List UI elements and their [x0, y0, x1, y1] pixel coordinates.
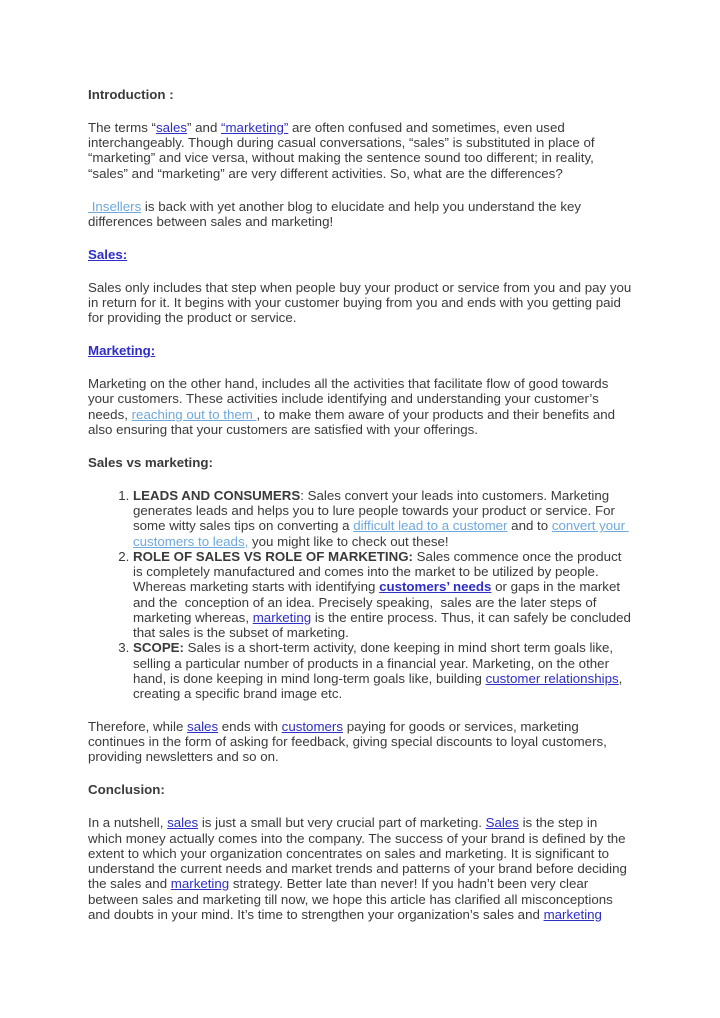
text-run: is back with yet another blog to elucidate and help you understand the key differences between sales and marketing!	[88, 198, 585, 229]
text-run: Marketing on the other hand, includes all the activities that facilitate flow of good towards your customers. These activities include identifying and understanding your customer’s needs,	[88, 376, 613, 422]
link-marketing[interactable]: marketing	[170, 876, 230, 892]
marketing-paragraph	[88, 376, 632, 437]
text-run: ends with	[218, 718, 282, 734]
sales-vs-marketing-heading	[88, 455, 632, 470]
sales-heading	[88, 247, 632, 262]
introduction-heading	[88, 87, 632, 102]
sales-paragraph	[88, 279, 635, 326]
text-run: , creating a specific brand image etc.	[133, 670, 627, 701]
link-marketing[interactable]: “marketing”	[221, 119, 289, 135]
text-run: are often confused and sometimes, even used interchangeably. Though during casual conversations, “sales” is substituted in place of “marketing” and vice versa, without making the sentence sound too different; in reality, “sales” and “marketing” are very different activities. So, what are the differences?	[88, 119, 599, 181]
link-sales[interactable]: sales	[155, 119, 188, 135]
therefore-paragraph	[88, 719, 632, 765]
link-difficult-lead-to-a-customer[interactable]: difficult lead to a customer	[353, 518, 508, 534]
conclusion-paragraph	[88, 815, 632, 922]
text-run: Introduction :	[88, 87, 174, 102]
link-convert-your-customers-to-leads[interactable]: convert your customers to leads,	[133, 518, 629, 549]
link-sales[interactable]: Sales	[485, 815, 519, 831]
text-run: is just a small but very crucial part of marketing.	[198, 815, 486, 831]
intro-paragraph	[88, 120, 632, 181]
conclusion-heading	[88, 782, 632, 797]
text-run: Sales only includes that step when people buy your product or service from you and pay you in return for it. It begins with your customer buying from you and ends with you getting paid for providing the product or service.	[88, 279, 635, 326]
link-sales[interactable]: sales	[167, 815, 199, 831]
sales-vs-marketing-list-item-2	[133, 548, 635, 641]
sales-vs-marketing-list-item-3	[133, 640, 632, 701]
link-sales[interactable]: Sales:	[88, 246, 128, 262]
link-customers[interactable]: customers	[281, 718, 344, 734]
link-sales[interactable]: sales	[187, 718, 219, 734]
text-run: LEADS AND CONSUMERS	[133, 487, 301, 503]
link-customers-needs[interactable]: customers’ needs	[379, 579, 492, 595]
text-run: In a nutshell,	[88, 815, 168, 831]
text-run: you might like to check out these!	[248, 533, 449, 549]
text-run: ” and	[187, 119, 222, 135]
text-run: Therefore, while	[88, 718, 188, 734]
text-run: and to	[507, 518, 552, 534]
text-run: , to make them aware of your products and their benefits and also ensuring that your customers are satisfied with your offerings.	[88, 406, 619, 437]
link-reaching-out-to-them[interactable]: reaching out to them	[131, 406, 257, 422]
marketing-heading	[88, 343, 632, 358]
link-marketing[interactable]: marketing	[252, 609, 312, 625]
text-run: is the step in which money actually comes into the company. The success of your brand is defined by the extent to which your organization concentrates on sales and marketing. It is significant to understand the current needs and market trends and patterns of your brand before deciding the sales and	[88, 815, 631, 892]
insellers-paragraph	[88, 199, 632, 230]
text-run: The terms “	[88, 119, 156, 135]
text-run: is the entire process. Thus, it can safely be concluded that sales is the subset of marketing.	[133, 609, 635, 640]
link-customer-relationships[interactable]: customer relationships	[485, 670, 619, 686]
text-run: Conclusion:	[88, 782, 165, 798]
text-run: Sales vs marketing:	[88, 454, 213, 470]
text-run: : Sales convert your leads into customers. Marketing generates leads and helps you to lure people towards your product or service. For some witty sales tips on converting a	[133, 487, 619, 534]
link-marketing[interactable]: Marketing:	[88, 343, 156, 359]
text-run: SCOPE:	[133, 640, 184, 656]
text-run: ROLE OF SALES VS ROLE OF MARKETING:	[133, 548, 413, 564]
link-insellers[interactable]: Insellers	[88, 198, 142, 214]
text-run: paying for goods or services, marketing continues in the form of asking for feedback, giving special discounts to loyal customers, providing newsletters and so on.	[88, 718, 611, 765]
sales-vs-marketing-list	[88, 487, 635, 702]
text-run: Sales is a short-term activity, done keeping in mind short term goals like, selling a particular number of products in a financial year. Marketing, on the other hand, is done keeping in mind long-term goals like, building	[133, 640, 617, 686]
text-run: or gaps in the market and the conception of an idea. Precisely speaking, sales are the later steps of marketing whereas,	[133, 579, 624, 625]
sales-vs-marketing-list-item-1	[133, 488, 632, 549]
text-run: Sales commence once the product is completely manufactured and comes into the market to be utilized by people. Whereas marketing starts with identifying	[133, 548, 626, 595]
link-marketing[interactable]: marketing	[543, 906, 602, 922]
text-run: strategy. Better late than never! If you hadn’t been very clear between sales and marketing till now, we hope this article has clarified all misconceptions and doubts in your mind. It’s time to strengthen your organization’s sales and	[88, 876, 617, 922]
